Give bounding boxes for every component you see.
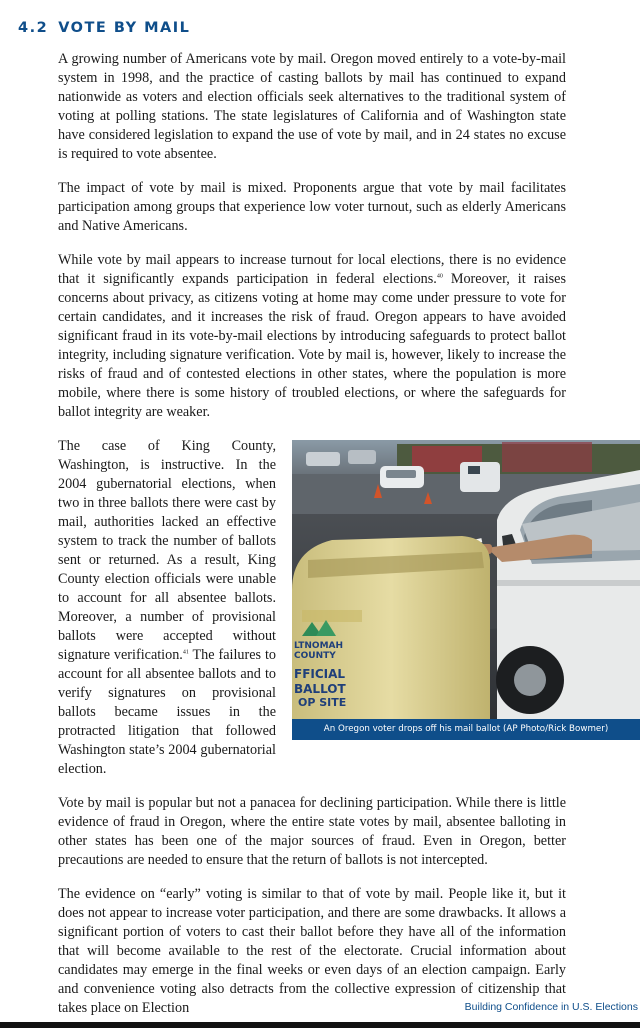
paragraph-1: A growing number of Americans vote by mail. Oregon moved entirely to a vote-by-mail system in 1998, and the practice of casting ballots by mail has continued to expand nationwide as voters and election officials seek alternatives to the traditional system of voting at polling stations. The state legislatures of California and of Washington state have considered legislation to expand the use of vote by mail, and in 24 states no excuse is required to vote absentee. bbox=[58, 51, 566, 162]
section-number: 4.2 bbox=[18, 20, 49, 36]
voter-photo bbox=[292, 440, 640, 719]
bottom-rule bbox=[0, 1022, 640, 1028]
footnote-ref-40[interactable]: 40 bbox=[436, 273, 443, 280]
body-text bbox=[58, 50, 609, 1033]
paragraph-6: The evidence on “early” voting is similar to that of vote by mail. People like it, but it does not appear to increase voter participation, and there are some drawbacks. It allows a significant portion of voters to cast their ballot before they have all of the information that will become available to the rest of the electorate. Crucial information about candidates may emerge in the final weeks or even days of an election campaign. Early and convenience voting also detracts from the collective expression of citizenship that takes place on Election bbox=[58, 886, 566, 1016]
box-official-text: FFICIAL bbox=[294, 667, 346, 681]
section-heading bbox=[18, 20, 190, 36]
paragraph-5: Vote by mail is popular but not a panacea for declining participation. While there is little evidence of fraud in Oregon, where the entire state votes by mail, absentee balloting in other states has been one of the major sources of fraud. Even in Oregon, better precautions are needed to ensure that the return of ballots is not intercepted. bbox=[58, 795, 566, 868]
paragraph-4-text-b: The failures to account for all absentee ballots and to verify signatures on provisional ballots became issues in the protracted litigation that followed Washington state’s 2004 gubernatorial election. bbox=[58, 647, 276, 777]
paragraph-4-text-a: The case of King County, Washington, is instructive. In the 2004 gubernatorial elections, when two in three ballots there were cast by mail, authorities lacked an effective system to track the number of ballots sent or returned. As a result, King County election officials were unable to account for all absentee ballots. Moreover, a number of provisional ballots were accepted without signature verification. bbox=[58, 438, 276, 663]
box-county-text: LTNOMAH bbox=[294, 641, 344, 651]
photo-figure bbox=[292, 440, 640, 740]
paragraph-3 bbox=[58, 251, 566, 422]
box-county-text-2: COUNTY bbox=[294, 651, 336, 661]
box-ballot-text: BALLOT bbox=[294, 682, 346, 696]
photo-caption: An Oregon voter drops off his mail ballot (AP Photo/Rick Bowmer) bbox=[323, 724, 609, 734]
section-title: VOTE BY MAIL bbox=[58, 20, 191, 36]
page-footer: Building Confidence in U.S. Elections bbox=[464, 1001, 638, 1013]
ballot-dropoff-illustration bbox=[292, 440, 640, 719]
paragraph-3-text-b: Moreover, it raises concerns about privacy, as citizens voting at home may come under pressure to vote for certain candidates, and it increases the risk of fraud. Oregon appears to have avoided significant fraud in its vote-by-mail elections by introducing safeguards to protect ballot integrity, including signature verification. Vote by mail is, however, likely to increase the risks of fraud and of contested elections in other states, where the population is more mobile, where there is some history of troubled elections, or where the safeguards for ballot integrity are weaker. bbox=[58, 271, 567, 420]
footnote-ref-41[interactable]: 41 bbox=[182, 649, 189, 656]
box-dropsite-text: OP SITE bbox=[298, 696, 347, 709]
paragraph-2: The impact of vote by mail is mixed. Proponents argue that vote by mail facilitates participation among groups that experience low voter turnout, such as elderly Americans and Native Americans. bbox=[58, 180, 566, 234]
paragraph-3-text-a: While vote by mail appears to increase turnout for local elections, there is no evidence that it significantly expands participation in federal elections. bbox=[58, 252, 566, 287]
